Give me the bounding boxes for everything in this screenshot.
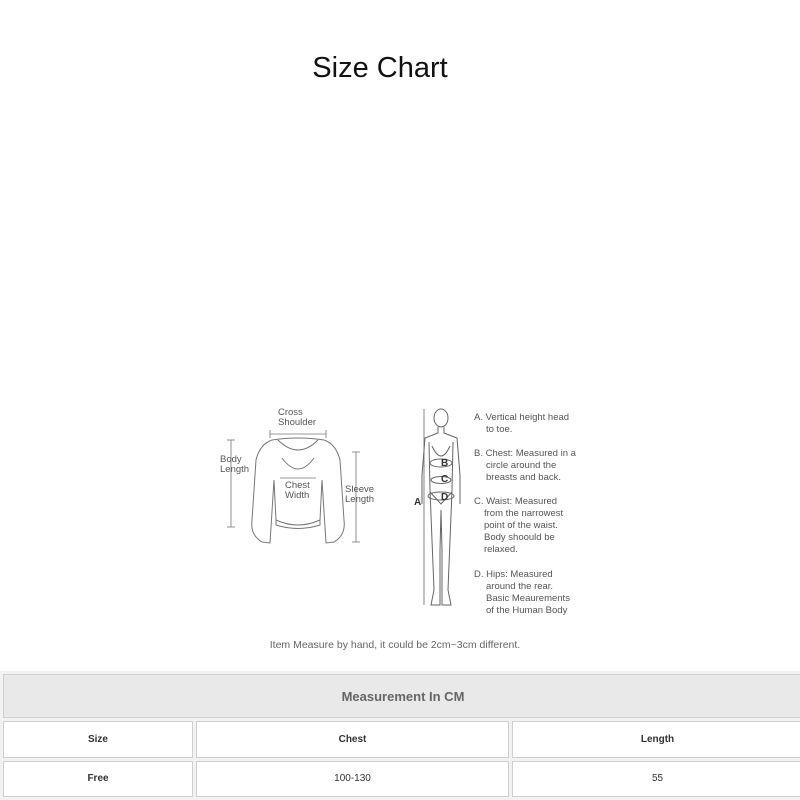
note-b-line-1: B. Chest: Measured in a (474, 448, 576, 459)
body-figure (422, 409, 460, 605)
note-c-line-2: from the narrowest (484, 508, 564, 519)
body-length-label-1: Body (220, 454, 242, 465)
note-d-line-4: of the Human Body (486, 605, 568, 616)
page-title: Size Chart (312, 52, 448, 84)
note-d-line-2: around the rear. (486, 581, 554, 592)
sleeve-length-label-1: Sleeve (345, 484, 375, 495)
body-notes (474, 412, 577, 616)
note-d-line-3: Basic Meaurements (486, 593, 570, 604)
body-length-label-2: Length (220, 464, 250, 475)
sleeve-length-label-2: Length (345, 494, 375, 505)
table-header: Measurement In CM (3, 674, 800, 718)
cross-shoulder-label-1: Cross (278, 407, 303, 418)
letter-b: B (441, 458, 449, 469)
measurement-diagram (210, 400, 610, 640)
column-length: Length (512, 721, 800, 758)
table-header-row (3, 721, 800, 758)
note-d-line-1: D. Hips: Measured (474, 569, 553, 580)
chest-width-label-2: Width (285, 490, 310, 501)
cross-shoulder-label-2: Shoulder (278, 417, 317, 428)
note-b-line-3: breasts and back. (486, 472, 561, 483)
column-size: Size (3, 721, 193, 758)
cell-length: 55 (512, 761, 800, 798)
table-row (3, 761, 800, 798)
letter-c: C (441, 474, 449, 485)
letter-a: A (414, 497, 422, 508)
cell-size: Free (3, 761, 193, 798)
cell-chest: 100-130 (196, 761, 509, 798)
note-c-line-1: C. Waist: Measured (474, 496, 558, 507)
measurement-diagram-svg (210, 400, 610, 640)
note-c-line-5: relaxed. (484, 544, 518, 555)
note-c-line-3: point of the waist. (484, 520, 558, 531)
chest-width-label-1: Chest (285, 480, 310, 491)
note-b-line-2: circle around the (486, 460, 557, 471)
size-table (0, 671, 800, 800)
measure-note: Item Measure by hand, it could be 2cm~3cm different. (269, 639, 521, 651)
note-a-line-1: A. Vertical height head (474, 412, 570, 423)
letter-d: D (441, 492, 449, 503)
note-a-line-2: to toe. (486, 424, 513, 435)
note-c-line-4: Body shoould be (484, 532, 555, 543)
column-chest: Chest (196, 721, 509, 758)
